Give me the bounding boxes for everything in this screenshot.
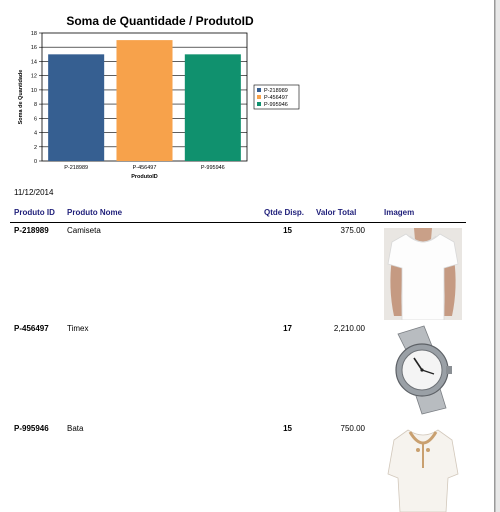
y-tick-label: 12: [30, 73, 37, 80]
legend-entry: P-995946: [264, 102, 288, 108]
header-divider: [10, 222, 466, 223]
row-valor-total: 375.00: [340, 226, 365, 235]
row-produto-nome: Timex: [67, 324, 89, 333]
y-tick-label: 8: [33, 102, 37, 109]
bar-P-995946: [185, 54, 241, 161]
row-valor-total: 750.00: [340, 424, 365, 433]
x-tick-label: P-456497: [132, 165, 157, 171]
row-produto-id: P-218989: [14, 226, 49, 235]
x-axis-title: ProdutoID: [131, 174, 158, 180]
header-valor-total: Valor Total: [316, 208, 357, 217]
row-qtde: 15: [283, 424, 292, 433]
row-produto-nome: Camiseta: [67, 226, 101, 235]
bar-chart: [0, 0, 494, 190]
y-tick-label: 18: [30, 31, 37, 37]
y-axis-title: Soma de Quantidade: [18, 69, 24, 125]
chart-title: Soma de Quantidade / ProdutoID: [66, 14, 254, 28]
y-tick-label: 14: [30, 59, 37, 66]
y-tick-label: 16: [30, 45, 37, 52]
x-tick-label: P-218989: [64, 165, 89, 171]
legend-swatch: [257, 88, 261, 92]
header-produto-id: Produto ID: [14, 208, 55, 217]
header-produto-nome: Produto Nome: [67, 208, 123, 217]
y-tick-label: 2: [33, 144, 37, 151]
row-produto-nome: Bata: [67, 424, 84, 433]
y-tick-label: 4: [33, 130, 37, 137]
header-qtde-disp: Qtde Disp.: [264, 208, 305, 217]
report-date: 11/12/2014: [14, 188, 54, 197]
row-qtde: 15: [283, 226, 292, 235]
row-valor-total: 2,210.00: [333, 324, 365, 333]
product-image-watch: [384, 324, 462, 416]
header-imagem: Imagem: [384, 208, 415, 217]
product-image-tshirt: [384, 228, 462, 320]
row-qtde: 17: [283, 324, 292, 333]
product-image-blouse: [384, 424, 462, 512]
y-tick-label: 6: [33, 116, 37, 123]
legend-entry: P-456497: [264, 95, 288, 101]
legend-swatch: [257, 95, 261, 99]
y-tick-label: 10: [30, 87, 37, 94]
bar-P-456497: [116, 40, 172, 161]
legend-swatch: [257, 102, 261, 106]
window-edge: [495, 0, 500, 512]
y-tick-label: 0: [33, 159, 37, 165]
row-produto-id: P-456497: [14, 324, 49, 333]
row-produto-id: P-995946: [14, 424, 49, 433]
legend-entry: P-218989: [264, 88, 288, 94]
bar-P-218989: [48, 54, 104, 161]
x-tick-label: P-995946: [200, 165, 225, 171]
